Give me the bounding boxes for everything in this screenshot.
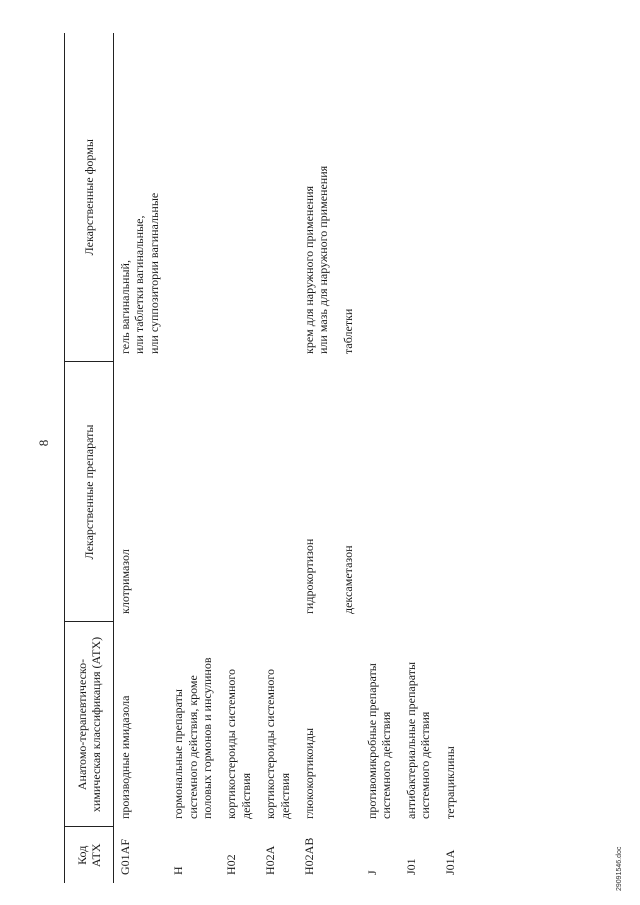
dosage-form-cell: [259, 33, 298, 362]
classification-cell: тетрациклины: [442, 746, 457, 819]
table-header: [65, 33, 114, 883]
table-row: [298, 33, 337, 883]
dosage-form-cell: [220, 33, 259, 362]
atx-code-cell: J01: [403, 858, 418, 875]
dosage-form-line: крем для наружного применения: [301, 185, 316, 354]
atx-code-cell: J01A: [442, 849, 457, 875]
dosage-form-line: или мазь для наружного применения: [316, 165, 331, 354]
table-row: [337, 33, 361, 883]
classification-cell: [337, 622, 361, 827]
classification-cell: производные имидазола: [118, 695, 132, 819]
table-row: [220, 33, 259, 883]
dosage-form-line: или таблетки вагинальные,: [132, 215, 147, 354]
atx-code-cell: H02AB: [301, 837, 316, 875]
classification-cell: гормональные препараты системного действия, кроме половых гормонов и инсулинов: [171, 657, 214, 819]
drug-cell: [400, 362, 439, 622]
header-forms: Лекарственные формы: [65, 33, 114, 362]
table-row: [361, 33, 400, 883]
classification-cell: антибактериальные препараты системного действия: [403, 661, 433, 819]
table-row: [400, 33, 439, 883]
dosage-form-line: гель вагинальный,: [118, 260, 132, 354]
dosage-form-cell: [298, 33, 337, 362]
dosage-form-cell: [114, 33, 168, 362]
dosage-form-cell: [361, 33, 400, 362]
footer-filename: 29091546.doc: [616, 846, 623, 891]
dosage-form-cell: [400, 33, 439, 362]
atx-code-cell: [337, 827, 361, 883]
table-row: [439, 33, 463, 883]
drug-cell: клотримазол: [118, 549, 132, 614]
page-number: 8: [36, 439, 51, 447]
atx-code-cell: H02: [224, 854, 239, 875]
drug-cell: [439, 362, 463, 622]
atx-code-cell: H02A: [263, 845, 278, 875]
table-row: [167, 33, 220, 883]
header-code: Код АТХ: [65, 827, 114, 883]
classification-cell: противомикробные препараты системного действия: [365, 663, 394, 819]
header-row: [65, 33, 114, 883]
atx-code-cell: G01AF: [118, 838, 132, 875]
dosage-form-cell: [439, 33, 463, 362]
classification-cell: глюкокортикоиды: [301, 727, 316, 819]
drug-cell: гидрокортизон: [301, 538, 316, 614]
drug-cell: [361, 362, 400, 622]
classification-cell: кортикостероиды системного действия: [224, 668, 253, 819]
table-row: [114, 33, 168, 883]
drug-cell: [259, 362, 298, 622]
dosage-form-line: таблетки: [340, 308, 355, 354]
table-row: [259, 33, 298, 883]
header-classification: Анатомо-терапевтическо-химическая классификация (АТХ): [65, 622, 114, 827]
dosage-form-cell: [337, 33, 361, 362]
atx-code-cell: H: [171, 866, 186, 875]
dosage-form-line: или суппозитории вагинальные: [146, 192, 161, 354]
atx-code-cell: J: [365, 870, 380, 875]
header-drugs: Лекарственные препараты: [65, 362, 114, 622]
classification-cell: кортикостероиды системного действия: [263, 668, 292, 819]
drug-cell: [220, 362, 259, 622]
dosage-form-cell: [167, 33, 220, 362]
table-body: [114, 33, 464, 883]
drug-cell: [167, 362, 220, 622]
drug-cell: дексаметазон: [340, 545, 355, 614]
atx-table: [64, 33, 463, 883]
